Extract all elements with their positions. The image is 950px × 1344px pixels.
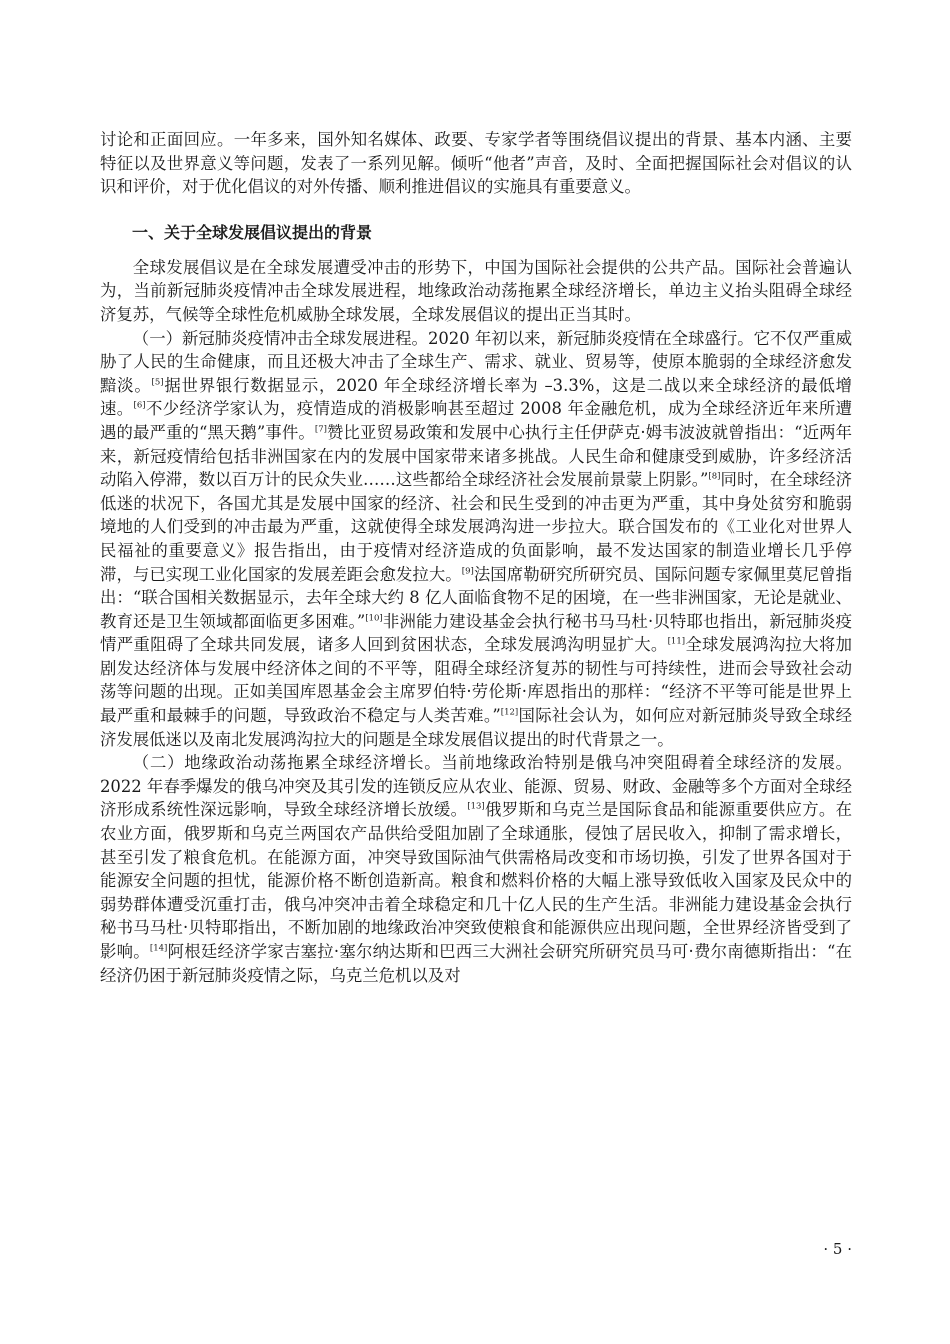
spacer: [100, 199, 852, 209]
text-run: （二）地缘政治动荡拖累全球经济增长。当前地缘政治特别是俄乌冲突阻碍着全球经济的发展。2022 年春季爆发的俄乌冲突及其引发的连锁反应从农业、能源、贸易、财政、金融等多个方面对全球经济形成系统性深远影响，导致全球经济增长放缓。: [100, 753, 852, 820]
footnote-ref[interactable]: [5]: [151, 377, 164, 388]
footnote-ref[interactable]: [14]: [149, 943, 168, 954]
text-run: 全球发展鸿沟拉大将加剧发达经济体与发展中经济体之间的不平等，阻碍全球经济复苏的韧性与可持续性，进而会导致社会动荡等问题的出现。正如美国库恩基金会主席罗伯特·劳伦斯·库恩指出的那样：“经济不平等可能是世界上最严重和最棘手的问题，导致政治不稳定与人类苦难。”: [100, 635, 853, 726]
text-run: 非洲能力建设基金会执行秘书马马杜·贝特耶也指出，新冠肺炎疫情严重阻碍了全球共同发展，诸多人回到贫困状态，全球发展鸿沟明显扩大。: [100, 611, 852, 655]
footnote-ref[interactable]: [10]: [365, 613, 383, 624]
text-run: 阿根廷经济学家吉塞拉·塞尔纳达斯和巴西三大洲社会研究所研究员马可·费尔南德斯指出：“在经济仍困于新冠肺炎疫情之际，乌克兰危机以及对: [100, 942, 852, 985]
footnote-ref[interactable]: [8]: [708, 471, 721, 482]
text-run: 国际社会认为，如何应对新冠肺炎导致全球经济发展低迷以及南北发展鸿沟拉大的问题是全球发展倡议提出的时代背景之一。: [100, 706, 853, 749]
opening-paragraph: 讨论和正面回应。一年多来，国外知名媒体、政要、专家学者等围绕倡议提出的背景、基本内涵、主要特征以及世界意义等问题，发表了一系列见解。倾听“他者”声音，及时、全面把握国际社会对倡议的认识和评价，对于优化倡议的对外传播、顺利推进倡议的实施具有重要意义。: [100, 130, 852, 197]
footnote-ref[interactable]: [11]: [667, 636, 686, 647]
paragraph-two: [100, 751, 852, 987]
section-heading: 一、关于全球发展倡议提出的背景: [132, 222, 373, 242]
text-run: 不少经济学家认为，疫情造成的消极影响甚至超过 2008 年金融危机，成为全球经济近年来所遭遇的最严重的“黑天鹅”事件。: [100, 399, 853, 442]
text-run: 俄罗斯和乌克兰是国际食品和能源重要供应方。在农业方面，俄罗斯和乌克兰两国农产品供给受阻加剧了全球通胀，侵蚀了居民收入，抑制了需求增长，甚至引发了粮食危机。在能源方面，冲突导致国际油气供需格局改变和市场切换，引发了世界各国对于能源安全问题的担忧，能源价格不断创造新高。粮食和燃料价格的大幅上涨导致低收入国家及民众中的弱势群体遭受沉重打击，俄乌冲突冲击着全球稳定和几十亿人民的生产生活。非洲能力建设基金会执行秘书马马杜·贝特耶指出，不断加剧的地缘政治冲突致使粮食和能源供应出现问题，全世界经济皆受到了影响。: [100, 800, 853, 961]
footnote-ref[interactable]: [7]: [314, 424, 327, 435]
footnote-ref[interactable]: [12]: [500, 707, 519, 718]
text-run: 赞比亚贸易政策和发展中心执行主任伊萨克·姆韦波波就曾指出：“近两年来，新冠疫情给包括非洲国家在内的发展中国家带来诸多挑战。人民生命和健康受到威胁，许多经济活动陷入停滞，数以百万计的民众失业……这些都给全球经济社会发展前景蒙上阴影。”: [100, 422, 852, 490]
paragraph-one: [100, 327, 852, 752]
page-number: · 5 ·: [823, 1240, 852, 1258]
text-run: （一）新冠肺炎疫情冲击全球发展进程。2020 年初以来，新冠肺炎疫情在全球盛行。它不仅严重威胁了人民的生命健康，而且还极大冲击了全球生产、需求、就业、贸易等，使原本脆弱的全球经济愈发黯淡。: [100, 328, 852, 395]
page-body: [100, 128, 852, 987]
intro-paragraph: 全球发展倡议是在全球发展遭受冲击的形势下，中国为国际社会提供的公共产品。国际社会普遍认为，当前新冠肺炎疫情冲击全球发展进程，地缘政治动荡拖累全球经济增长，单边主义抬头阻碍全球经济复苏，气候等全球性危机威胁全球发展，全球发展倡议的提出正当其时。: [100, 257, 852, 324]
footnote-ref[interactable]: [9]: [461, 566, 474, 577]
text-run: 同时，在全球经济低迷的状况下，各国尤其是发展中国家的经济、社会和民生受到的冲击更为严重，其中身处贫穷和脆弱境地的人们受到的冲击最为严重，这就使得全球发展鸿沟进一步拉大。联合国发布的《工业化对世界人民福祉的重要意义》报告指出，由于疫情对经济造成的负面影响，最不发达国家的制造业增长几乎停滞，与已实现工业化国家的发展差距会愈发拉大。: [100, 470, 852, 584]
footnote-ref[interactable]: [6]: [133, 400, 146, 411]
text-run: 法国席勒研究所研究员、国际问题专家佩里莫尼曾指出：“联合国相关数据显示，去年全球大约 8 亿人面临食物不足的困境，在一些非洲国家，无论是就业、教育还是卫生领域都面临更多困难。”: [100, 564, 853, 631]
footnote-ref[interactable]: [13]: [467, 801, 485, 812]
text-run: 据世界银行数据显示，2020 年全球经济增长率为 –3.3%，这是二战以来全球经济的最低增速。: [100, 375, 853, 419]
